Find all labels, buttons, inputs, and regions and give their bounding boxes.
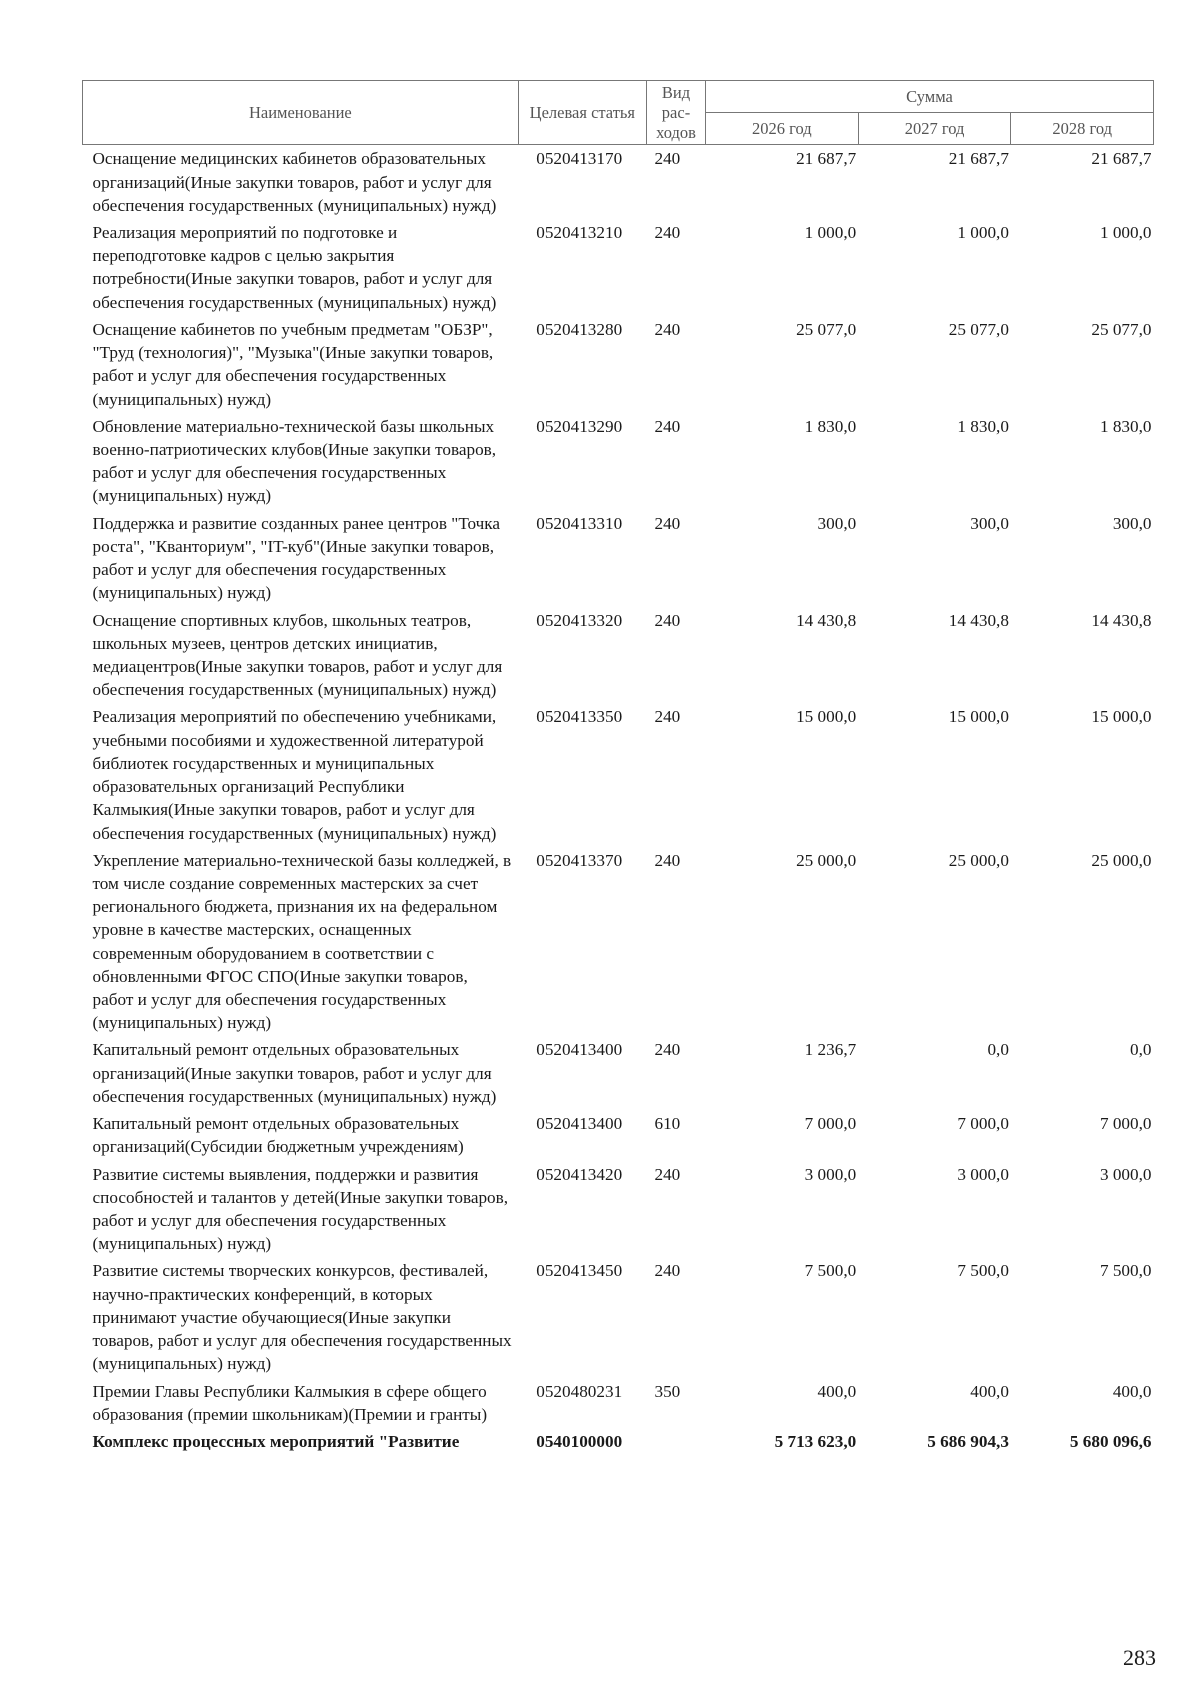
cell-name: Оснащение спортивных клубов, школьных театров, школьных музеев, центров детских инициатив, медиацентров(Иные закупки товаров, работ и услуг для обеспечения государственных (муниципальных) нужд) bbox=[92, 610, 503, 700]
cell-expense-type: 240 bbox=[654, 223, 681, 243]
header-sum: Сумма bbox=[706, 81, 1154, 113]
cell-target-article: 0540100000 bbox=[536, 1431, 623, 1451]
cell-name: Развитие системы творческих конкурсов, фестивалей, научно-практических конференций, в которых принимают участие обучающиеся(Иные закупки товаров, работ и услуг для обеспечения государственных (муниципальных) нужд) bbox=[92, 1261, 512, 1374]
cell-sum-2027: 300,0 bbox=[970, 513, 1009, 533]
table-row bbox=[83, 219, 1154, 316]
cell-name: Поддержка и развитие созданных ранее центров "Точка роста", "Кванториум", "IT-куб"(Иные закупки товаров, работ и услуг для обеспечения государственных (муниципальных) нужд) bbox=[92, 513, 501, 603]
table-header bbox=[83, 81, 1154, 145]
cell-sum-2028: 7 500,0 bbox=[1099, 1261, 1152, 1281]
cell-expense-type: 350 bbox=[654, 1381, 681, 1401]
cell-target-article: 0520413400 bbox=[536, 1114, 623, 1134]
cell-name: Капитальный ремонт отдельных образовательных организаций(Субсидии бюджетным учреждениям) bbox=[92, 1114, 464, 1157]
cell-sum-2027: 7 000,0 bbox=[957, 1114, 1009, 1134]
cell-target-article: 0520413280 bbox=[536, 319, 623, 339]
cell-sum-2026: 21 687,7 bbox=[796, 149, 857, 169]
cell-sum-2028: 400,0 bbox=[1112, 1381, 1152, 1401]
cell-sum-2027: 0,0 bbox=[987, 1040, 1009, 1060]
cell-expense-type: 240 bbox=[654, 319, 681, 339]
cell-sum-2028: 5 680 096,6 bbox=[1069, 1431, 1152, 1451]
cell-name: Оснащение кабинетов по учебным предметам "ОБЗР", "Труд (технология)", "Музыка"(Иные закупки товаров, работ и услуг для обеспечения государственных (муниципальных) нужд) bbox=[92, 319, 494, 409]
cell-sum-2026: 25 000,0 bbox=[796, 850, 857, 870]
cell-sum-2028: 25 000,0 bbox=[1091, 850, 1152, 870]
header-year-2028: 2028 год bbox=[1011, 113, 1154, 145]
cell-sum-2027: 25 077,0 bbox=[948, 319, 1009, 339]
table-body bbox=[83, 145, 1154, 1455]
cell-target-article: 0520413420 bbox=[536, 1164, 623, 1184]
cell-target-article: 0520413170 bbox=[536, 149, 623, 169]
cell-sum-2026: 5 713 623,0 bbox=[774, 1431, 857, 1451]
cell-sum-2028: 25 077,0 bbox=[1091, 319, 1152, 339]
cell-target-article: 0520480231 bbox=[536, 1381, 623, 1401]
cell-expense-type bbox=[646, 1428, 705, 1455]
cell-expense-type: 240 bbox=[654, 707, 681, 727]
cell-sum-2027: 3 000,0 bbox=[957, 1164, 1009, 1184]
header-year-2027: 2027 год bbox=[858, 113, 1011, 145]
cell-sum-2027: 7 500,0 bbox=[957, 1261, 1009, 1281]
cell-target-article: 0520413310 bbox=[536, 513, 623, 533]
cell-target-article: 0520413290 bbox=[536, 416, 623, 436]
cell-sum-2027: 14 430,8 bbox=[948, 610, 1009, 630]
cell-expense-type: 240 bbox=[654, 610, 681, 630]
cell-name: Комплекс процессных мероприятий "Развитие bbox=[92, 1431, 460, 1451]
table-row bbox=[83, 703, 1154, 846]
cell-target-article: 0520413370 bbox=[536, 850, 623, 870]
cell-sum-2026: 25 077,0 bbox=[796, 319, 857, 339]
table-row bbox=[83, 1161, 1154, 1258]
cell-sum-2027: 400,0 bbox=[970, 1381, 1009, 1401]
cell-expense-type: 240 bbox=[654, 850, 681, 870]
cell-sum-2028: 15 000,0 bbox=[1091, 707, 1152, 727]
cell-name: Укрепление материально-технической базы колледжей, в том числе создание современных мастерских за счет регионального бюджета, признания их на федеральном уровне в качестве мастерских, оснащенных современным оборудованием в соответствии с обновленными ФГОС СПО(Иные закупки товаров, работ и услуг для обеспечения государственных (муниципальных) нужд) bbox=[92, 850, 512, 1033]
cell-expense-type: 240 bbox=[654, 1164, 681, 1184]
table-row bbox=[83, 1378, 1154, 1428]
cell-name: Реализация мероприятий по подготовке и переподготовке кадров с целью закрытия потребности(Иные закупки товаров, работ и услуг для обеспечения государственных (муниципальных) нужд) bbox=[92, 223, 497, 312]
cell-sum-2028: 14 430,8 bbox=[1091, 610, 1152, 630]
header-name: Наименование bbox=[83, 81, 519, 145]
cell-sum-2027: 25 000,0 bbox=[948, 850, 1009, 870]
cell-sum-2027: 1 830,0 bbox=[957, 416, 1009, 436]
cell-sum-2028: 0,0 bbox=[1130, 1040, 1152, 1060]
cell-sum-2027: 1 000,0 bbox=[957, 223, 1009, 243]
cell-sum-2026: 15 000,0 bbox=[796, 707, 857, 727]
table-row bbox=[83, 1257, 1154, 1377]
cell-sum-2026: 3 000,0 bbox=[804, 1164, 857, 1184]
cell-sum-2026: 400,0 bbox=[817, 1381, 857, 1401]
table-row bbox=[83, 1036, 1154, 1110]
cell-name: Капитальный ремонт отдельных образовательных организаций(Иные закупки товаров, работ и услуг для обеспечения государственных (муниципальных) нужд) bbox=[92, 1040, 497, 1106]
cell-sum-2026: 7 500,0 bbox=[804, 1261, 857, 1281]
cell-target-article: 0520413320 bbox=[536, 610, 623, 630]
cell-expense-type: 240 bbox=[654, 513, 681, 533]
cell-sum-2028: 1 000,0 bbox=[1099, 223, 1152, 243]
cell-target-article: 0520413450 bbox=[536, 1261, 623, 1281]
cell-expense-type: 610 bbox=[654, 1114, 681, 1134]
cell-target-article: 0520413210 bbox=[536, 223, 623, 243]
header-expense-type: Вид рас-ходов bbox=[646, 81, 705, 145]
cell-name: Обновление материально-технической базы школьных военно-патриотических клубов(Иные закупки товаров, работ и услуг для обеспечения государственных (муниципальных) нужд) bbox=[92, 416, 497, 506]
cell-target-article: 0520413400 bbox=[536, 1040, 623, 1060]
page-number: 283 bbox=[1123, 1645, 1156, 1670]
cell-sum-2026: 1 830,0 bbox=[804, 416, 857, 436]
cell-sum-2026: 1 236,7 bbox=[804, 1040, 857, 1060]
cell-sum-2028: 7 000,0 bbox=[1099, 1114, 1152, 1134]
cell-sum-2027: 15 000,0 bbox=[948, 707, 1009, 727]
table-row bbox=[83, 1110, 1154, 1160]
cell-name: Развитие системы выявления, поддержки и развития способностей и талантов у детей(Иные закупки товаров, работ и услуг для обеспечения государственных (муниципальных) нужд) bbox=[92, 1164, 509, 1254]
cell-sum-2028: 3 000,0 bbox=[1099, 1164, 1152, 1184]
cell-name: Реализация мероприятий по обеспечению учебниками, учебными пособиями и художественной литературой библиотек государственных и муниципальных образовательных организаций Республики Калмыкия(Иные закупки товаров, работ и услуг для обеспечения государственных (муниципальных) нужд) bbox=[92, 707, 497, 843]
cell-sum-2028: 1 830,0 bbox=[1099, 416, 1152, 436]
cell-expense-type: 240 bbox=[654, 416, 681, 436]
table-row bbox=[83, 1428, 1154, 1455]
cell-sum-2026: 14 430,8 bbox=[796, 610, 857, 630]
cell-expense-type: 240 bbox=[654, 149, 681, 169]
cell-sum-2026: 300,0 bbox=[817, 513, 857, 533]
table-row bbox=[83, 510, 1154, 607]
table-row bbox=[83, 316, 1154, 413]
cell-target-article: 0520413350 bbox=[536, 707, 623, 727]
header-target-article: Целевая статья bbox=[518, 81, 646, 145]
header-year-2026: 2026 год bbox=[706, 113, 859, 145]
table-row bbox=[83, 847, 1154, 1037]
table-row bbox=[83, 413, 1154, 510]
cell-sum-2027: 21 687,7 bbox=[948, 149, 1009, 169]
cell-name: Премии Главы Республики Калмыкия в сфере общего образования (премии школьникам)(Премии и гранты) bbox=[92, 1381, 488, 1424]
table-row bbox=[83, 607, 1154, 704]
cell-name: Оснащение медицинских кабинетов образовательных организаций(Иные закупки товаров, работ и услуг для обеспечения государственных (муниципальных) нужд) bbox=[92, 149, 497, 215]
table-row bbox=[83, 145, 1154, 219]
cell-expense-type: 240 bbox=[654, 1261, 681, 1281]
cell-sum-2028: 21 687,7 bbox=[1091, 149, 1152, 169]
cell-expense-type: 240 bbox=[654, 1040, 681, 1060]
cell-sum-2026: 1 000,0 bbox=[804, 223, 857, 243]
cell-sum-2026: 7 000,0 bbox=[804, 1114, 857, 1134]
budget-table bbox=[82, 80, 1154, 1455]
cell-sum-2028: 300,0 bbox=[1112, 513, 1152, 533]
cell-sum-2027: 5 686 904,3 bbox=[927, 1431, 1009, 1451]
